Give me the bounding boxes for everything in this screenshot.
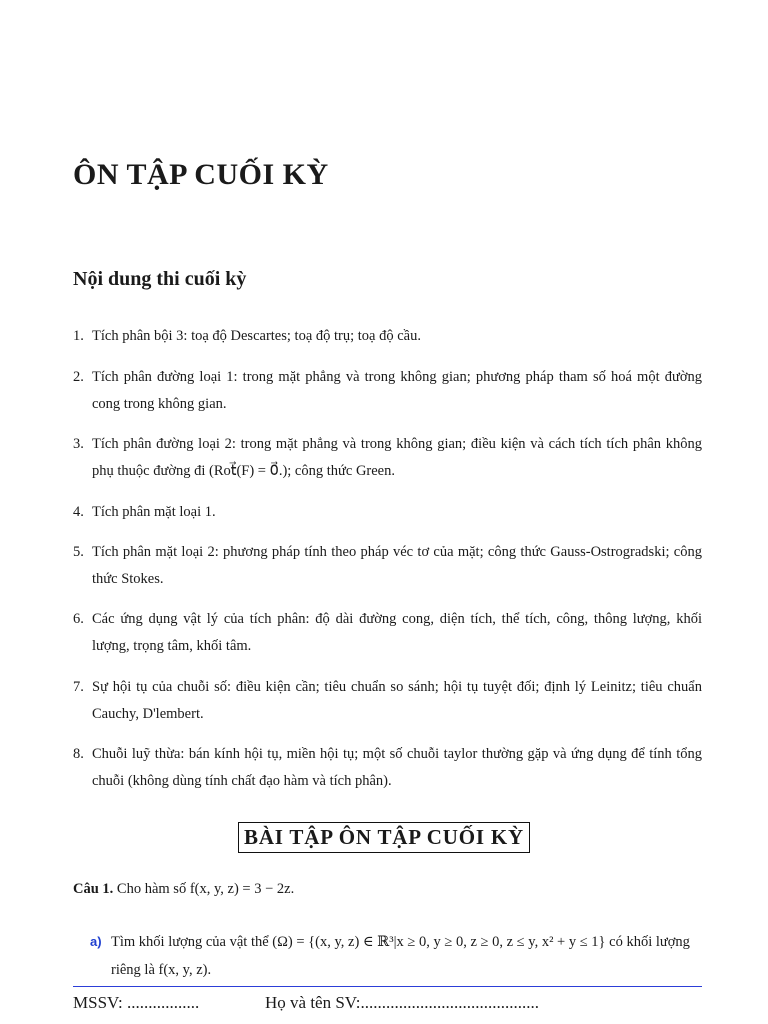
- student-name-field: Họ và tên SV:..........................................: [265, 993, 540, 1012]
- exercise-header: BÀI TẬP ÔN TẬP CUỐI KỲ: [238, 822, 530, 853]
- list-item: [73, 741, 702, 794]
- list-item: [73, 364, 702, 417]
- part-marker: a): [90, 934, 102, 949]
- page-footer: [73, 991, 702, 1015]
- item-number: 2.: [73, 369, 84, 385]
- item-number: 5.: [73, 544, 84, 560]
- question-text: Cho hàm số f(x, y, z) = 3 − 2z.: [116, 881, 295, 897]
- list-item: [73, 539, 702, 592]
- item-text: Tích phân đường loại 2: trong mặt phẳng và trong không gian; điều kiện và cách tích tích phân không phụ thuộc đường đi (Rot⃗(F) = 0⃗.); công thức Green.: [92, 436, 702, 479]
- item-number: 7.: [73, 679, 84, 695]
- page-title: ÔN TẬP CUỐI KỲ: [73, 158, 329, 191]
- item-number: 8.: [73, 746, 84, 762]
- item-number: 6.: [73, 611, 84, 627]
- item-text: Tích phân mặt loại 2: phương pháp tính theo pháp véc tơ của mặt; công thức Gauss-Ostrogradski; công thức Stokes.: [92, 544, 702, 587]
- item-text: Tích phân đường loại 1: trong mặt phẳng và trong không gian; phương pháp tham số hoá một đường cong trong không gian.: [92, 369, 702, 412]
- item-number: 3.: [73, 436, 84, 452]
- list-item: [73, 674, 702, 727]
- part-text: Tìm khối lượng của vật thể (Ω) = {(x, y, z) ∈ ℝ³|x ≥ 0, y ≥ 0, z ≥ 0, z ≤ y, x² + y ≤ 1} có khối lượng riêng là f(x, y, z).: [111, 934, 690, 978]
- item-number: 4.: [73, 504, 84, 520]
- list-item: [73, 323, 702, 350]
- item-text: Sự hội tụ của chuỗi số: điều kiện cần; tiêu chuẩn so sánh; hội tụ tuyệt đối; định lý Leinitz; tiêu chuẩn Cauchy, D'lembert.: [92, 679, 702, 722]
- list-item: [73, 431, 702, 484]
- question-1: [73, 878, 294, 900]
- item-number: 1.: [73, 328, 84, 344]
- item-text: Tích phân mặt loại 1.: [92, 504, 216, 520]
- exercise-header-wrap: [0, 822, 768, 853]
- list-item: [73, 499, 702, 526]
- question-part-a: [90, 928, 705, 984]
- footer-divider: [73, 986, 702, 987]
- section-heading: Nội dung thi cuối kỳ: [73, 268, 247, 290]
- student-id-field: MSSV: .................: [73, 993, 200, 1012]
- list-item: [73, 606, 702, 659]
- question-label: Câu 1.: [73, 881, 114, 897]
- item-text: Tích phân bội 3: toạ độ Descartes; toạ độ trụ; toạ độ cầu.: [92, 328, 421, 344]
- item-text: Các ứng dụng vật lý của tích phân: độ dài đường cong, diện tích, thể tích, công, thông lượng, khối lượng, trọng tâm, khối tâm.: [92, 611, 702, 654]
- item-text: Chuỗi luỹ thừa: bán kính hội tụ, miền hội tụ; một số chuỗi taylor thường gặp và ứng dụng để tính tổng chuỗi (không dùng tính chất đạo hàm và tích phân).: [92, 746, 702, 789]
